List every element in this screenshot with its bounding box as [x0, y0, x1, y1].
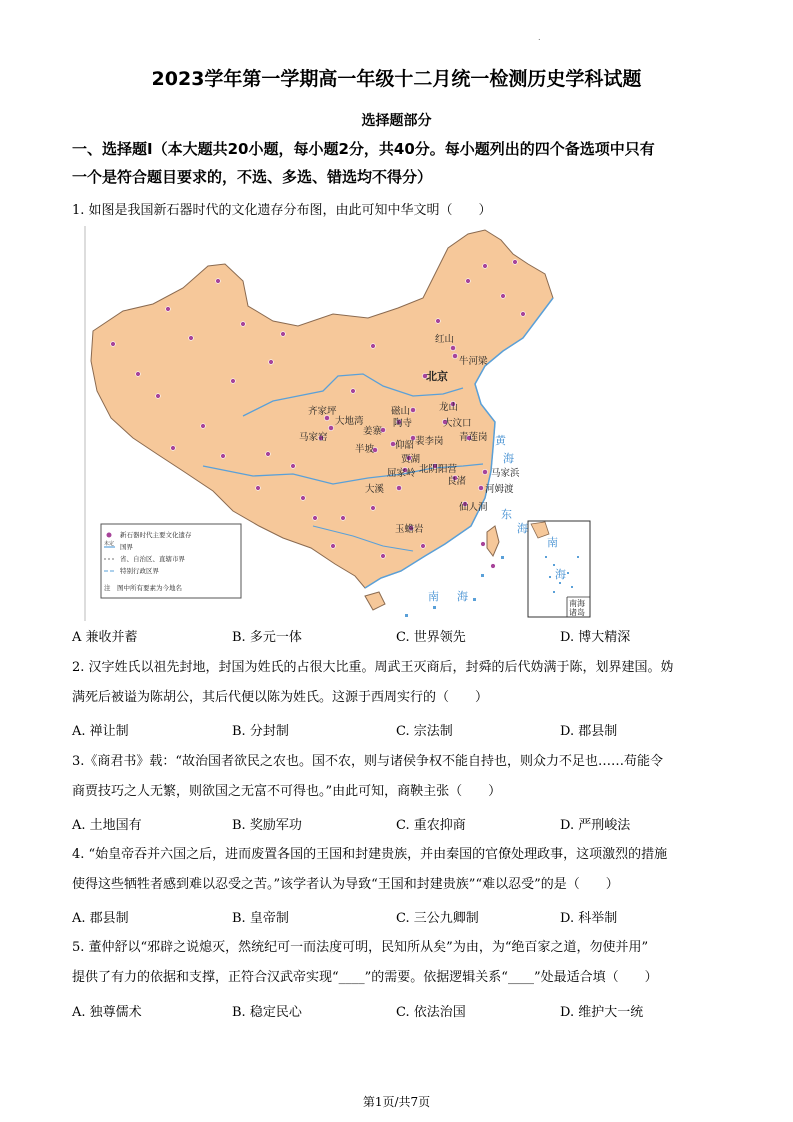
site-label: 裴李岗 [415, 436, 444, 447]
q1-option-a[interactable]: A 兼收并蓄 [72, 630, 138, 645]
site-marker [351, 389, 356, 394]
site-label: 半坡 [355, 444, 375, 455]
south-sea-islands-label: 诸岛 [569, 608, 585, 617]
site-label: 玉蟾岩 [395, 524, 424, 535]
site-marker [301, 496, 306, 501]
site-label: 良渚 [447, 476, 467, 487]
site-label: 北阴阳营 [419, 464, 458, 475]
site-label: 仰韶 [395, 440, 415, 451]
question-2-options [72, 720, 732, 740]
site-marker [452, 353, 457, 358]
site-label: 姜寨 [363, 426, 383, 437]
site-marker [421, 544, 426, 549]
site-marker [256, 486, 261, 491]
site-marker [166, 307, 171, 312]
site-marker [501, 294, 506, 299]
q2-option-d[interactable]: D. 郡县制 [560, 724, 618, 739]
site-label: 马家窑 [299, 432, 328, 443]
site-label: 仙人洞 [459, 502, 488, 513]
site-label: 红山 [435, 334, 455, 345]
sea-label: 黄 [495, 434, 506, 447]
site-marker [521, 312, 526, 317]
site-marker [381, 554, 386, 559]
page-footer: 第1页/共7页 [362, 1095, 431, 1109]
site-marker [171, 446, 176, 451]
question-1-text: 1. 如图是我国新石器时代的文化遗存分布图，由此可知中华文明（ ） [72, 203, 492, 218]
q1-option-c[interactable]: C. 世界领先 [396, 630, 466, 645]
neolithic-map [83, 226, 593, 621]
site-marker [478, 485, 483, 490]
q4-option-b[interactable]: B. 皇帝制 [232, 911, 289, 926]
q5-option-c[interactable]: C. 依法治国 [396, 1005, 466, 1020]
site-marker [436, 319, 441, 324]
question-5-line-1: 5. 董仲舒以“邪辟之说熄灭，然统纪可一而法度可明，民知所从矣”为由，为“绝百家之道，勿使并用” [72, 940, 649, 955]
exam-title: 2023学年第一学期高一年级十二月统一检测历史学科试题 [151, 68, 642, 90]
legend-note: 注 图中所有要素为今地名 [104, 584, 182, 592]
q1-option-b[interactable]: B. 多元一体 [232, 630, 302, 645]
q4-option-d[interactable]: D. 科举制 [560, 911, 618, 926]
q3-option-b[interactable]: B. 奖励军功 [232, 818, 302, 833]
site-marker [450, 345, 455, 350]
q5-option-b[interactable]: B. 稳定民心 [232, 1005, 302, 1020]
site-marker [313, 516, 318, 521]
legend-item: 新石器时代主要文化遗存 [120, 531, 192, 539]
site-marker [466, 279, 471, 284]
sea-label: 海 [457, 590, 468, 603]
site-marker [371, 344, 376, 349]
q5-option-d[interactable]: D. 维护大一统 [560, 1005, 644, 1020]
question-5-options [72, 1001, 732, 1021]
site-marker [281, 332, 286, 337]
site-marker [189, 336, 194, 341]
site-label: 青莲岗 [459, 432, 488, 443]
site-marker [216, 279, 221, 284]
q3-option-c[interactable]: C. 重农抑商 [396, 818, 466, 833]
question-1-options [72, 626, 732, 646]
site-marker [410, 407, 415, 412]
site-label: 屈家岭 [387, 468, 416, 479]
site-marker [269, 360, 274, 365]
sea-label: 海 [555, 568, 566, 581]
legend-item: 国界 [120, 543, 133, 551]
q2-option-b[interactable]: B. 分封制 [232, 724, 289, 739]
site-marker [241, 322, 246, 327]
question-3-line-2: 商贾技巧之人无繁，则欲国之无富不可得也。”由此可知，商鞅主张（ ） [72, 784, 502, 799]
site-marker [331, 544, 336, 549]
site-label: 陶寺 [393, 418, 413, 429]
question-2-line-2: 满死后被谥为陈胡公，其后代便以陈为姓氏。这源于西周实行的（ ） [72, 690, 489, 705]
q2-option-c[interactable]: C. 宗法制 [396, 724, 453, 739]
site-label: 大地湾 [335, 416, 364, 427]
site-marker [231, 379, 236, 384]
question-3-options [72, 814, 732, 834]
site-marker [341, 516, 346, 521]
q1-option-d[interactable]: D. 博大精深 [560, 630, 631, 645]
site-label: 大溪 [365, 484, 385, 495]
q5-option-a[interactable]: A. 独尊儒术 [72, 1005, 142, 1020]
sea-label: 东 [501, 508, 512, 521]
site-label: 北京 [426, 370, 448, 383]
site-marker [156, 394, 161, 399]
site-marker [111, 342, 116, 347]
site-marker [513, 260, 518, 265]
section-title: 选择题部分 [361, 113, 432, 129]
site-label: 大汶口 [443, 418, 472, 429]
q3-option-d[interactable]: D. 严刑峻法 [560, 818, 631, 833]
site-marker [201, 424, 206, 429]
site-marker [266, 452, 271, 457]
question-4-line-2: 使得这些牺牲者感到难以忍受之苦。”该学者认为导致“王国和封建贵族”“难以忍受”的是（ ） [72, 877, 619, 892]
site-label: 龙山 [439, 402, 459, 413]
site-marker [291, 464, 296, 469]
site-marker [481, 542, 486, 547]
q4-option-a[interactable]: A. 郡县制 [72, 911, 129, 926]
site-marker [491, 564, 496, 569]
q4-option-c[interactable]: C. 三公九卿制 [396, 911, 479, 926]
site-marker [221, 454, 226, 459]
question-4-line-1: 4. “始皇帝吞并六国之后，进而废置各国的王国和封建贵族，并由秦国的官僚处理政事，这项激烈的措施 [72, 847, 668, 862]
site-label: 贾湖 [401, 454, 421, 465]
legend-item: 省、自治区、直辖市界 [120, 555, 185, 563]
q2-option-a[interactable]: A. 禅让制 [72, 724, 129, 739]
instruction-line-1: 一、选择题Ⅰ（本大题共20小题，每小题2分，共40分。每小题列出的四个备选项中只有 [72, 140, 655, 158]
site-marker [396, 485, 401, 490]
instruction-line-2: 一个是符合题目要求的，不选、多选、错选均不得分） [72, 168, 433, 186]
site-marker [328, 425, 333, 430]
site-marker [371, 506, 376, 511]
china-map-svg [83, 226, 593, 621]
site-label: 牛河梁 [459, 356, 488, 367]
question-5-line-2: 提供了有力的依据和支撑，正符合汉武帝实现“____”的需要。依据逻辑关系“____”处最适合填（ ） [72, 970, 658, 985]
site-marker [482, 469, 487, 474]
legend-item: 特别行政区界 [120, 567, 159, 575]
question-4-options [72, 907, 732, 927]
sea-label: 南 [428, 590, 439, 603]
corner-mark: . [538, 33, 541, 42]
question-2-line-1: 2. 汉字姓氏以祖先封地，封国为姓氏的占很大比重。周武王灭商后，封舜的后代妫满于陈，划界建国。妫 [72, 660, 674, 675]
site-label: 河姆渡 [485, 484, 514, 495]
sea-label: 海 [503, 452, 514, 465]
site-marker [483, 264, 488, 269]
sea-label: 南 [547, 536, 558, 549]
sea-label: 海 [517, 522, 528, 535]
site-marker [136, 372, 141, 377]
q3-option-a[interactable]: A. 土地国有 [72, 818, 142, 833]
site-label: 马家浜 [491, 468, 520, 479]
south-sea-islands-label: 南海 [569, 599, 585, 608]
question-3-line-1: 3.《商君书》载：“故治国者欲民之农也。国不农，则与诸侯争权不能自持也，则众力不足也……苟能令 [72, 754, 664, 769]
legend-swatch-label: 未定 [104, 541, 115, 547]
site-label: 磁山 [391, 406, 411, 417]
site-label: 齐家坪 [308, 406, 337, 417]
